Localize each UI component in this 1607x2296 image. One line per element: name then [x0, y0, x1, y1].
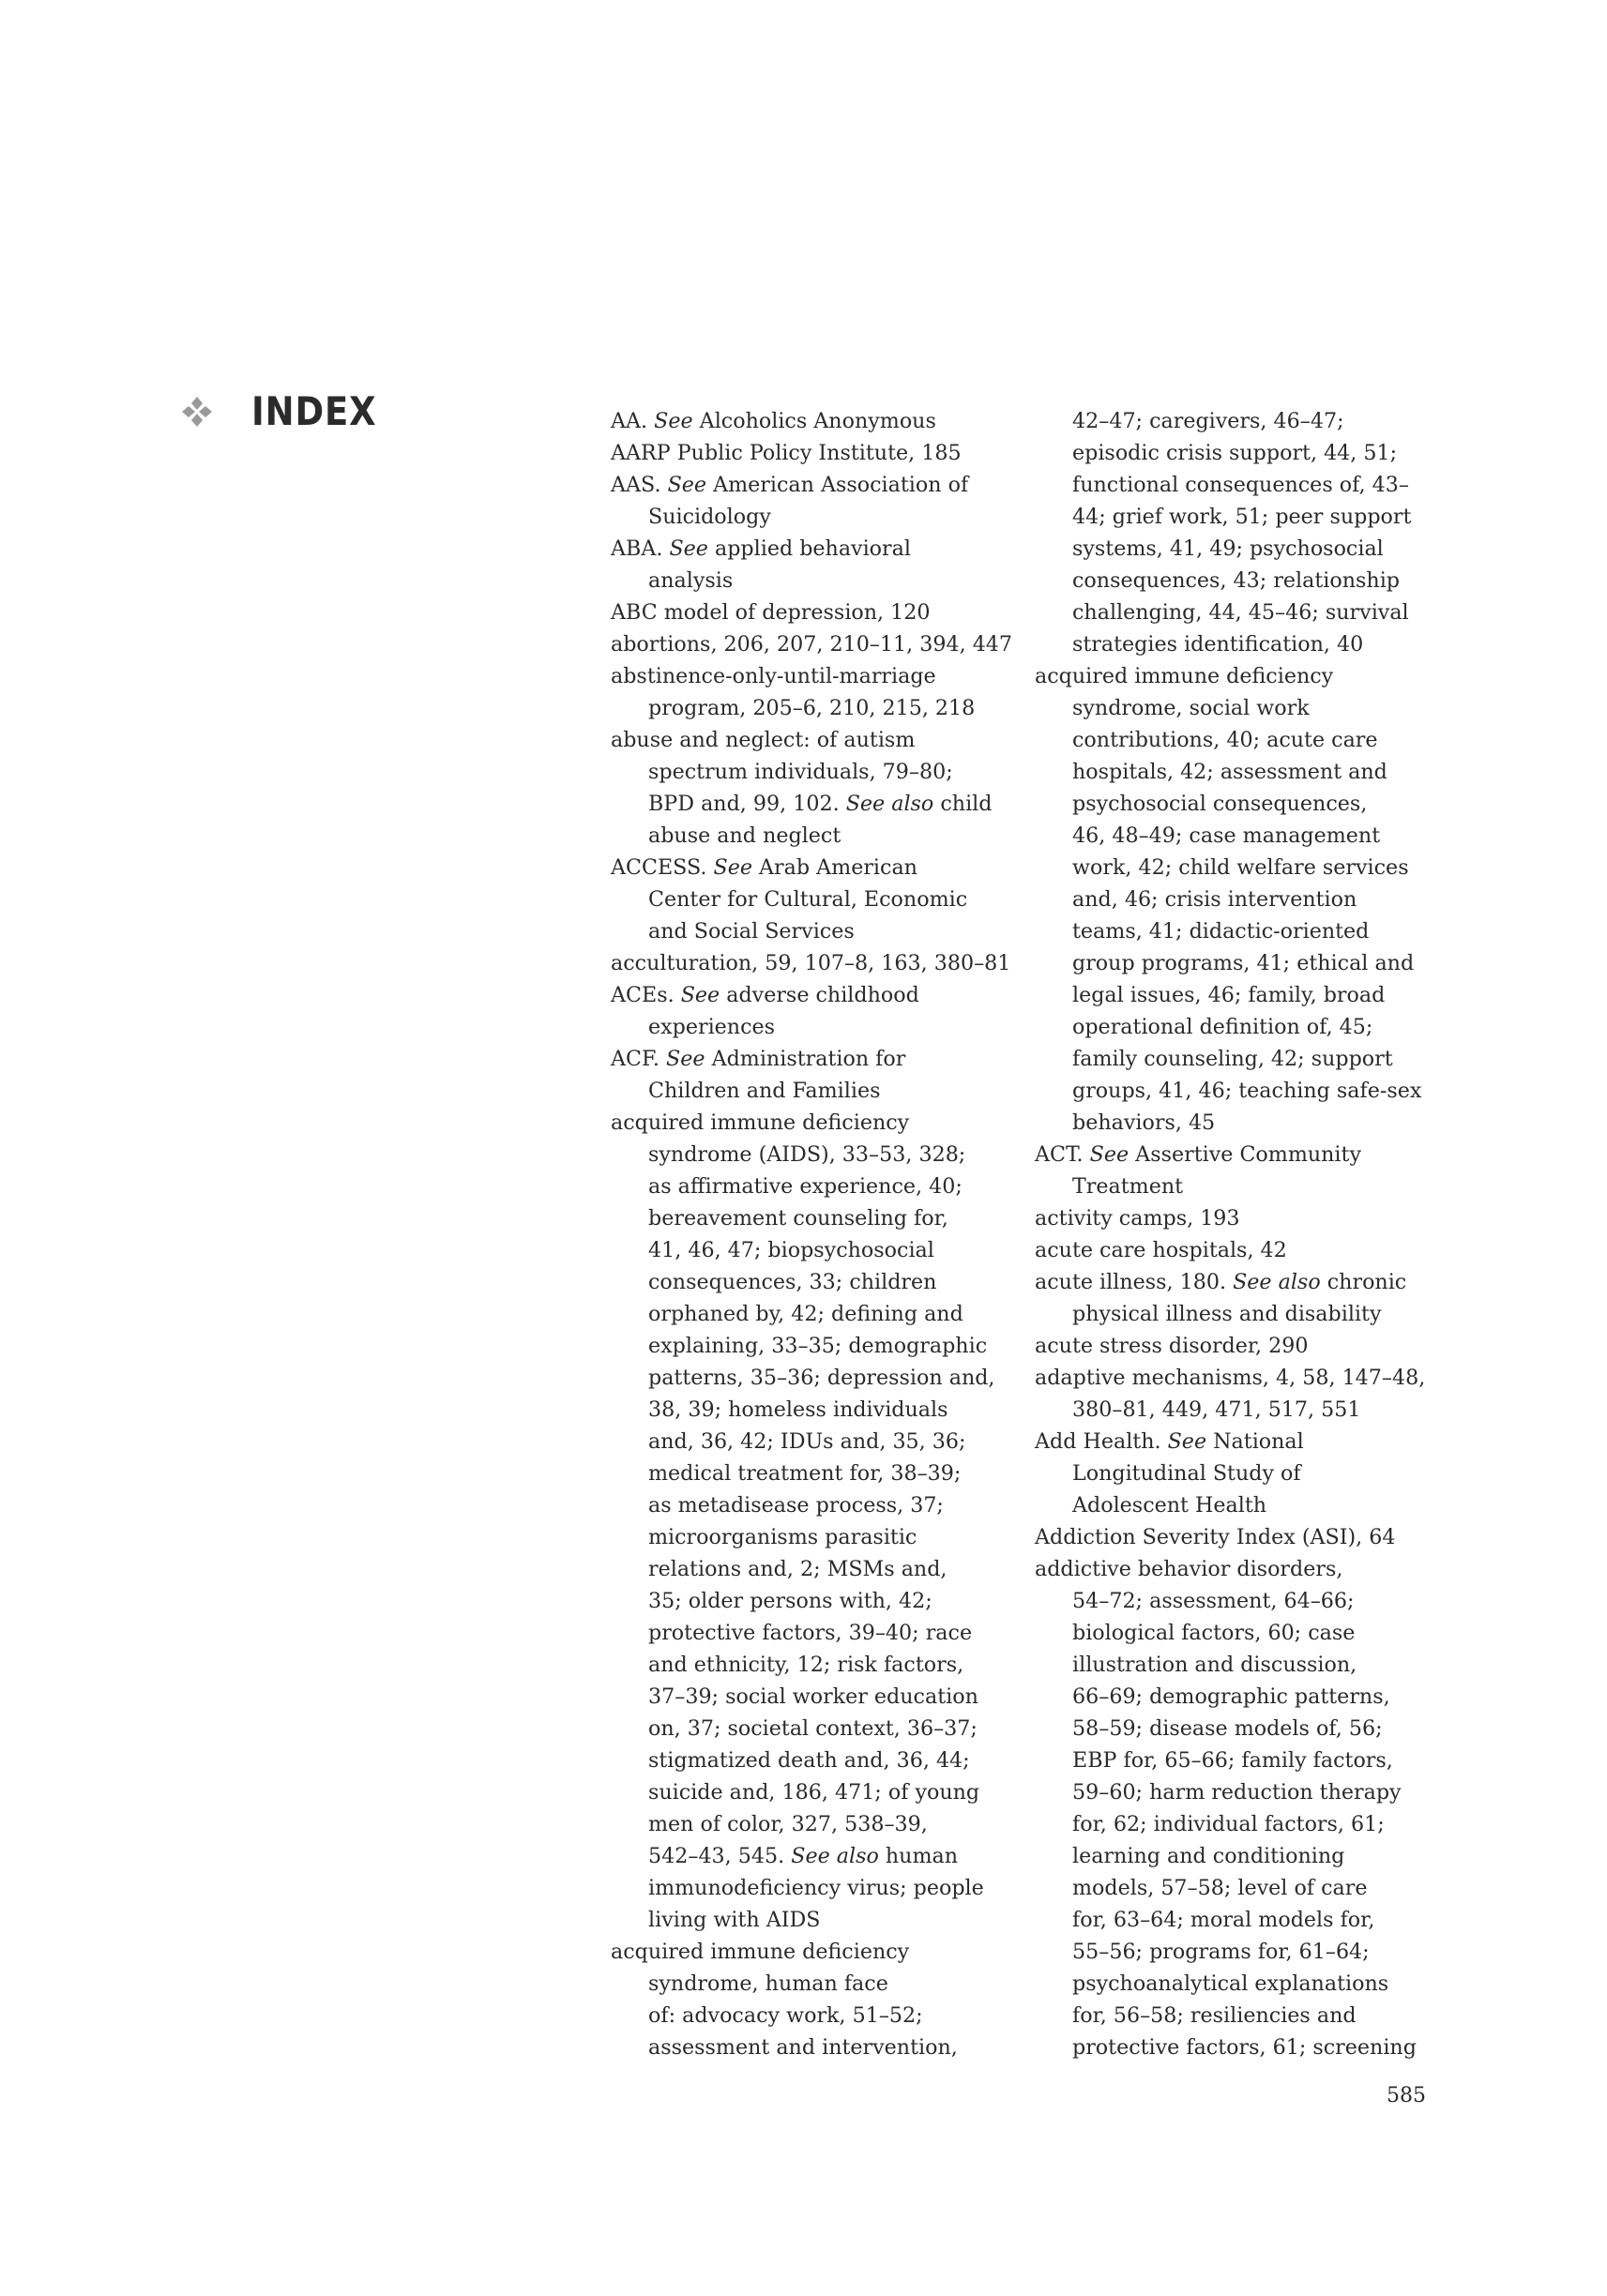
entry-text: American Association of [706, 473, 969, 497]
entry-text: work, 42; child welfare services [1072, 855, 1409, 880]
index-entry-line [611, 947, 1009, 979]
index-entry-line [611, 565, 1009, 597]
index-entry-line [1035, 1904, 1433, 1936]
entry-text: 59–60; harm reduction therapy [1072, 1780, 1402, 1805]
index-entry-line [1035, 692, 1433, 724]
index-entry-line [611, 437, 1009, 469]
entry-text: 542–43, 545. [648, 1844, 792, 1868]
entry-text: microorganisms parasitic [648, 1525, 917, 1549]
entry-text: legal issues, 46; family, broad [1072, 983, 1386, 1007]
entry-text: syndrome (AIDS), 33–53, 328; [648, 1142, 966, 1167]
index-entry-line [611, 1553, 1009, 1585]
entry-text: acquired immune deficiency [611, 1110, 910, 1135]
entry-text: suicide and, 186, 471; of young [648, 1780, 980, 1805]
index-entry-line [1035, 405, 1433, 437]
cross-reference-term: See [669, 536, 708, 561]
entry-text: 66–69; demographic patterns, [1072, 1684, 1390, 1709]
entry-text: activity camps, 193 [1035, 1206, 1240, 1231]
index-entry-line [611, 1426, 1009, 1458]
entry-text: acute illness, 180. [1035, 1270, 1234, 1294]
index-entry-line [611, 469, 1009, 501]
index-entry-line [1035, 1139, 1433, 1171]
index-entry-line [1035, 852, 1433, 884]
index-entry-line [1035, 1394, 1433, 1426]
entry-text: immunodeficiency virus; people [648, 1876, 984, 1900]
entry-text: syndrome, human face [648, 1971, 888, 1996]
index-entry-line [611, 1043, 1009, 1075]
entry-text: functional consequences of, 43– [1072, 473, 1409, 497]
entry-text: teams, 41; didactic-oriented [1072, 919, 1370, 944]
entry-text: strategies identification, 40 [1072, 632, 1364, 657]
index-entry-line [611, 1936, 1009, 1968]
index-entry-line [611, 1808, 1009, 1840]
entry-text: consequences, 43; relationship [1072, 568, 1401, 593]
entry-text: child [933, 792, 993, 816]
index-entry-line [1035, 947, 1433, 979]
index-entry-line [1035, 1362, 1433, 1394]
index-entry-line [1035, 1202, 1433, 1234]
index-entry-line [611, 884, 1009, 915]
index-entry-line [1035, 1808, 1433, 1840]
index-entry-line [611, 597, 1009, 628]
entry-text: human [878, 1844, 959, 1868]
index-entry-line [611, 1075, 1009, 1107]
entry-text: ABA. [611, 536, 670, 561]
entry-text: and, 46; crisis intervention [1072, 887, 1357, 912]
entry-text: 42–47; caregivers, 46–47; [1072, 409, 1344, 433]
entry-text: learning and conditioning [1072, 1844, 1345, 1868]
entry-text: for, 56–58; resiliencies and [1072, 2003, 1357, 2028]
index-entry-line [611, 2032, 1009, 2063]
index-entry-line [611, 1521, 1009, 1553]
entry-text: Center for Cultural, Economic [648, 887, 968, 912]
index-entry-line [611, 915, 1009, 947]
index-entry-line [611, 1649, 1009, 1681]
entry-text: Addiction Severity Index (ASI), 64 [1035, 1525, 1396, 1549]
entry-text: acute care hospitals, 42 [1035, 1238, 1287, 1262]
entry-text: operational definition of, 45; [1072, 1015, 1373, 1039]
entry-text: syndrome, social work [1072, 696, 1310, 720]
index-entry-line [1035, 820, 1433, 852]
entry-text: adverse childhood [720, 983, 919, 1007]
index-entry-line [611, 756, 1009, 788]
entry-text: abuse and neglect: of autism [611, 728, 916, 752]
index-entry-line [611, 1713, 1009, 1745]
index-entry-line [1035, 1649, 1433, 1681]
index-entry-line [611, 1776, 1009, 1808]
entry-text: as metadisease process, 37; [648, 1493, 944, 1518]
entry-text: National [1206, 1429, 1304, 1454]
entry-text: group programs, 41; ethical and [1072, 951, 1415, 975]
index-entry-line [611, 1266, 1009, 1298]
index-column-left [611, 405, 1013, 2063]
entry-text: 38, 39; homeless individuals [648, 1397, 948, 1422]
entry-text: psychosocial consequences, [1072, 792, 1368, 816]
entry-text: ACT. [1035, 1142, 1090, 1167]
entry-text: Adolescent Health [1072, 1493, 1267, 1518]
entry-text: groups, 41, 46; teaching safe-sex [1072, 1079, 1422, 1103]
entry-text: 55–56; programs for, 61–64; [1072, 1940, 1370, 1964]
entry-text: abuse and neglect [648, 823, 841, 848]
entry-text: acute stress disorder, 290 [1035, 1334, 1309, 1358]
index-entry-line [1035, 1713, 1433, 1745]
entry-text: Treatment [1072, 1174, 1184, 1199]
entry-text: Add Health. [1035, 1429, 1168, 1454]
entry-text: Children and Families [648, 1079, 881, 1103]
entry-text: protective factors, 61; screening [1072, 2035, 1417, 2060]
entry-text: behaviors, 45 [1072, 1110, 1216, 1135]
index-entry-line [611, 724, 1009, 756]
index-entry-line [611, 979, 1009, 1011]
entry-text: 54–72; assessment, 64–66; [1072, 1589, 1355, 1613]
entry-text: contributions, 40; acute care [1072, 728, 1378, 752]
index-entry-line [1035, 1681, 1433, 1713]
index-entry-line [611, 1362, 1009, 1394]
index-entry-line [611, 1904, 1009, 1936]
entry-text: 35; older persons with, 42; [648, 1589, 932, 1613]
cross-reference-term: See also [845, 792, 934, 816]
entry-text: Assertive Community [1129, 1142, 1361, 1167]
cross-reference-term: See [667, 473, 707, 497]
index-entry-line [611, 852, 1009, 884]
page-number: 585 [1387, 2084, 1426, 2107]
entry-text: Alcoholics Anonymous [692, 409, 936, 433]
entry-text: hospitals, 42; assessment and [1072, 760, 1387, 784]
index-entry-line [1035, 437, 1433, 469]
index-entry-line [1035, 1011, 1433, 1043]
cross-reference-term: See [1089, 1142, 1129, 1167]
entry-text: stigmatized death and, 36, 44; [648, 1748, 970, 1773]
cross-reference-term: See also [1233, 1270, 1321, 1294]
entry-text: addictive behavior disorders, [1035, 1557, 1343, 1581]
entry-text: abortions, 206, 207, 210–11, 394, 447 [611, 632, 1013, 657]
entry-text: Suicidology [648, 505, 771, 529]
entry-text: living with AIDS [648, 1908, 821, 1932]
index-entry-line [1035, 533, 1433, 565]
index-entry-line [611, 405, 1009, 437]
index-entry-line [611, 1139, 1009, 1171]
cross-reference-term: See [654, 409, 693, 433]
index-entry-line [1035, 1266, 1433, 1298]
entry-text: and ethnicity, 12; risk factors, [648, 1653, 964, 1677]
entry-text: applied behavioral [707, 536, 911, 561]
index-entry-line [1035, 501, 1433, 533]
entry-text: models, 57–58; level of care [1072, 1876, 1368, 1900]
entry-text: as affirmative experience, 40; [648, 1174, 963, 1199]
index-entry-line [1035, 1585, 1433, 1617]
index-entry-line [611, 1011, 1009, 1043]
index-entry-line [1035, 1553, 1433, 1585]
index-entry-line [1035, 2032, 1433, 2063]
four-diamond-ornament-icon [181, 396, 213, 428]
entry-text: challenging, 44, 45–46; survival [1072, 600, 1409, 625]
index-entry-line [611, 1489, 1009, 1521]
index-entry-line [611, 1968, 1009, 2000]
index-entry-line [611, 1458, 1009, 1489]
cross-reference-term: See also [791, 1844, 879, 1868]
entry-text: AARP Public Policy Institute, 185 [611, 441, 962, 465]
index-heading [181, 388, 394, 434]
index-entry-line [1035, 724, 1433, 756]
index-entry-line [611, 1617, 1009, 1649]
index-entry-line [611, 1107, 1009, 1139]
index-entry-line [1035, 597, 1433, 628]
index-entry-line [1035, 915, 1433, 947]
entry-text: Administration for [705, 1047, 906, 1071]
index-entry-line [611, 1330, 1009, 1362]
entry-text: consequences, 33; children [648, 1270, 937, 1294]
entry-text: adaptive mechanisms, 4, 58, 147–48, [1035, 1366, 1426, 1390]
entry-text: experiences [648, 1015, 776, 1039]
entry-text: ABC model of depression, 120 [611, 600, 931, 625]
index-entry-line [1035, 756, 1433, 788]
entry-text: chronic [1320, 1270, 1407, 1294]
entry-text: Longitudinal Study of [1072, 1461, 1301, 1486]
entry-text: systems, 41, 49; psychosocial [1072, 536, 1384, 561]
index-entry-line [1035, 979, 1433, 1011]
entry-text: AAS. [611, 473, 668, 497]
entry-text: 37–39; social worker education [648, 1684, 978, 1709]
entry-text: ACCESS. [611, 855, 714, 880]
index-entry-line [611, 1745, 1009, 1776]
index-entry-line [1035, 1745, 1433, 1776]
entry-text: 58–59; disease models of, 56; [1072, 1716, 1383, 1741]
index-entry-line [1035, 2000, 1433, 2032]
index-entry-line [1035, 469, 1433, 501]
entry-text: EBP for, 65–66; family factors, [1072, 1748, 1393, 1773]
index-entry-line [611, 1298, 1009, 1330]
index-entry-line [1035, 1171, 1433, 1202]
index-entry-line [611, 501, 1009, 533]
entry-text: patterns, 35–36; depression and, [648, 1366, 995, 1390]
index-entry-line [611, 1234, 1009, 1266]
entry-text: and, 36, 42; IDUs and, 35, 36; [648, 1429, 966, 1454]
entry-text: spectrum individuals, 79–80; [648, 760, 953, 784]
index-entry-line [1035, 1521, 1433, 1553]
entry-text: relations and, 2; MSMs and, [648, 1557, 948, 1581]
entry-text: abstinence-only-until-marriage [611, 664, 936, 688]
index-entry-line [1035, 1426, 1433, 1458]
cross-reference-term: See [680, 983, 720, 1007]
index-entry-line [1035, 1840, 1433, 1872]
page-title: INDEX [251, 388, 377, 434]
index-entry-line [611, 1202, 1009, 1234]
entry-text: 46, 48–49; case management [1072, 823, 1381, 848]
index-entry-line [611, 788, 1009, 820]
entry-text: for, 63–64; moral models for, [1072, 1908, 1375, 1932]
index-entry-line [611, 1840, 1009, 1872]
entry-text: analysis [648, 568, 734, 593]
index-entry-line [1035, 1234, 1433, 1266]
entry-text: bereavement counseling for, [648, 1206, 948, 1231]
entry-text: assessment and intervention, [648, 2035, 958, 2060]
index-entry-line [1035, 1489, 1433, 1521]
entry-text: and Social Services [648, 919, 855, 944]
index-entry-line [1035, 1075, 1433, 1107]
entry-text: of: advocacy work, 51–52; [648, 2003, 923, 2028]
index-entry-line [611, 1585, 1009, 1617]
index-column-right [1035, 405, 1433, 2063]
entry-text: Arab American [751, 855, 917, 880]
entry-text: biological factors, 60; case [1072, 1621, 1356, 1645]
index-entry-line [611, 628, 1013, 660]
index-entry-line [1035, 628, 1433, 660]
entry-text: acquired immune deficiency [1035, 664, 1334, 688]
cross-reference-term: See [1167, 1429, 1207, 1454]
entry-text: acquired immune deficiency [611, 1940, 910, 1964]
entry-text: explaining, 33–35; demographic [648, 1334, 988, 1358]
entry-text: illustration and discussion, [1072, 1653, 1357, 1677]
index-entry-line [1035, 660, 1433, 692]
index-entry-line [1035, 788, 1433, 820]
index-entry-line [611, 533, 1009, 565]
entry-text: family counseling, 42; support [1072, 1047, 1393, 1071]
entry-text: 380–81, 449, 471, 517, 551 [1072, 1397, 1361, 1422]
index-entry-line [1035, 884, 1433, 915]
entry-text: episodic crisis support, 44, 51; [1072, 441, 1398, 465]
index-entry-line [611, 692, 1009, 724]
entry-text: 41, 46, 47; biopsychosocial [648, 1238, 934, 1262]
index-entry-line [611, 1394, 1009, 1426]
index-entry-line [1035, 1107, 1433, 1139]
entry-text: 44; grief work, 51; peer support [1072, 505, 1412, 529]
index-entry-line [611, 660, 1009, 692]
index-entry-line [611, 1171, 1009, 1202]
index-entry-line [1035, 1043, 1433, 1075]
entry-text: ACF. [611, 1047, 667, 1071]
entry-text: physical illness and disability [1072, 1302, 1382, 1326]
entry-text: men of color, 327, 538–39, [648, 1812, 928, 1836]
cross-reference-term: See [666, 1047, 705, 1071]
index-entry-line [1035, 1936, 1433, 1968]
entry-text: BPD and, 99, 102. [648, 792, 846, 816]
index-entry-line [1035, 1330, 1433, 1362]
index-entry-line [611, 820, 1009, 852]
index-entry-line [1035, 1298, 1433, 1330]
entry-text: for, 62; individual factors, 61; [1072, 1812, 1385, 1836]
index-entry-line [1035, 1776, 1433, 1808]
entry-text: ACEs. [611, 983, 681, 1007]
entry-text: orphaned by, 42; defining and [648, 1302, 963, 1326]
entry-text: medical treatment for, 38–39; [648, 1461, 962, 1486]
index-entry-line [1035, 1968, 1433, 2000]
entry-text: program, 205–6, 210, 215, 218 [648, 696, 976, 720]
index-entry-line [611, 1872, 1009, 1904]
index-entry-line [1035, 1617, 1433, 1649]
entry-text: on, 37; societal context, 36–37; [648, 1716, 978, 1741]
index-entry-line [1035, 1872, 1433, 1904]
index-entry-line [1035, 565, 1433, 597]
entry-text: AA. [611, 409, 655, 433]
entry-text: acculturation, 59, 107–8, 163, 380–81 [611, 951, 1011, 975]
entry-text: psychoanalytical explanations [1072, 1971, 1389, 1996]
entry-text: protective factors, 39–40; race [648, 1621, 973, 1645]
index-entry-line [611, 1681, 1009, 1713]
index-entry-line [1035, 1458, 1433, 1489]
cross-reference-term: See [713, 855, 752, 880]
index-entry-line [611, 2000, 1009, 2032]
